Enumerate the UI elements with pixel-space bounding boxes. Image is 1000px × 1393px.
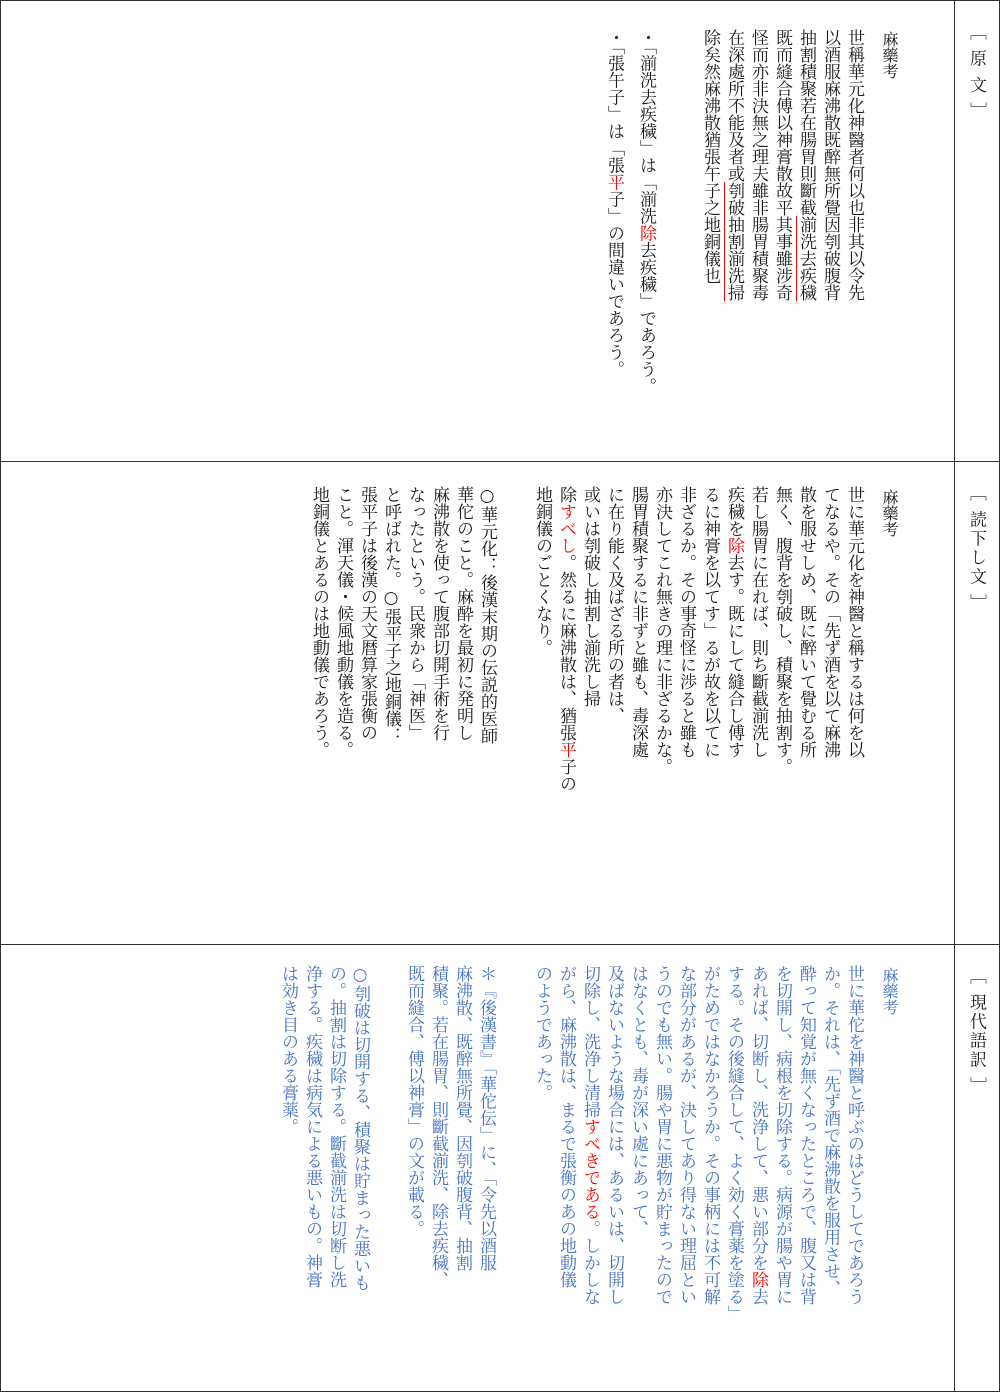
original-line: 既而縫合傅以神膏散故平其事雖涉奇: [772, 29, 792, 301]
original-line-text: 抽割積聚若在腸胃則斷截: [796, 29, 816, 216]
modern-note: 既而縫合、傅以神膏」の文が載る。: [404, 965, 424, 1237]
note-text: ・「湔洗去疾穢」は「湔洗: [636, 29, 656, 225]
reading-line: 非ざるか。その事奇怪に渉ると雖も: [676, 486, 696, 758]
modern-note: 積聚。若在腸胃、則斷截湔洗、除去疾穢、: [428, 965, 448, 1288]
reading-line: 地銅儀のごとくなり。: [532, 486, 552, 656]
reading-note: なったという。民衆から「神医」: [405, 486, 425, 741]
original-note: [602, 29, 626, 378]
reading-note: ○華元化：後漢末期の伝説的医師: [477, 486, 497, 744]
modern-note: 麻沸散、既醉無所覺、因刳破腹背、抽割: [452, 965, 472, 1271]
modern-label: ［ 現代語訳 ］: [966, 967, 986, 1096]
reading-section: [0, 462, 1000, 945]
modern-title: 麻藥考: [880, 967, 899, 1015]
reading-header: [954, 462, 999, 944]
original-label: ［ 原 文 ］: [966, 23, 986, 122]
modern-line: か。それは、「先ず酒で麻沸散を服用させ、: [820, 965, 840, 1297]
original-line: 世稱華元化神醫者何以也非其以令先: [844, 29, 864, 301]
reading-line: 無く、腹背を刳破し、積聚を抽割す。: [772, 486, 792, 775]
note-text: 子」の間違いであろう。: [604, 190, 624, 378]
note-highlight: 平: [604, 173, 624, 191]
modern-line: する。その後縫合して、よく効く膏薬を塗る」: [724, 965, 744, 1322]
line-highlight: 除: [748, 1271, 768, 1288]
original-line: [746, 29, 770, 301]
modern-line: うのでも無い。腸や胃に悪物が貯まったので: [652, 965, 672, 1305]
modern-note: は効き目のある膏薬。: [278, 965, 298, 1135]
line-highlight: すべきである: [580, 1118, 600, 1220]
reading-note: と呼ばれた。○張平子之地銅儀：: [381, 486, 401, 744]
reading-note: 麻沸散を使って腹部切開手術を行: [429, 486, 449, 741]
reading-body: [1, 462, 953, 944]
modern-line: な部分があるが、決してあり得ない理屈とい: [676, 965, 696, 1305]
reading-title: 麻藥考: [880, 489, 899, 537]
modern-note: 浄する。疾穢は病気による悪いもの。神膏: [302, 965, 322, 1288]
line-highlight: 除: [724, 537, 744, 554]
note-text: 去疾穢」であろう。: [636, 241, 656, 395]
modern-body: [1, 945, 953, 1391]
reading-line: るに神膏を以てす」るが故を以てに: [700, 486, 720, 758]
modern-section: [0, 945, 1000, 1392]
reading-line: てなるや。その「先ず酒を以て麻沸: [820, 486, 840, 758]
reading-note: 張平子は後漢の天文暦算家張衡の: [357, 486, 377, 741]
original-title: 麻藥考: [880, 31, 899, 79]
original-line: [794, 29, 818, 301]
reading-line: [554, 486, 578, 792]
line-highlight: 平: [556, 741, 576, 758]
original-underlined-text: 刳破抽割湔洗掃: [724, 182, 744, 301]
reading-line: 世に華元化を神醫と稱するは何を以: [844, 486, 864, 758]
reading-line: 若し腸胃に在れば、則ち斷截湔洗し: [748, 486, 768, 758]
modern-line: 世に華佗を神醫と呼ぶのはどうしてであろう: [844, 965, 864, 1305]
reading-line: 腸胃積聚するに非ずと雖も、毒深處: [628, 486, 648, 758]
original-body: [1, 1, 953, 461]
modern-line: 及ばないような場合には、あるいは、切開し: [604, 965, 624, 1305]
reading-note: こと。渾天儀・候風地動儀を造る。: [333, 486, 353, 758]
modern-line: を切開し、病根を切除する。病源が腸や胃に: [772, 965, 792, 1305]
modern-line: はなくとも、毒が深い處にあって、: [628, 965, 648, 1237]
line-text: 去す。既にして縫合し傅す: [724, 554, 744, 758]
reading-line: 散を服せしめ、既に醉いて覺むる所: [796, 486, 816, 758]
original-line-text: 在深處所不能及者或: [724, 29, 744, 182]
original-note: [634, 29, 658, 395]
line-highlight: すべし: [556, 503, 576, 554]
reading-note: 華佗のこと。麻酔を最初に発明し: [453, 486, 473, 741]
modern-line: [578, 965, 602, 1305]
original-header: [954, 1, 999, 461]
modern-line: がら、麻沸散は、まるで張衡のあの地動儀: [556, 965, 576, 1288]
reading-line: 或いは刳破し抽割し湔洗し掃: [580, 486, 600, 707]
original-line: 以酒服麻沸散既醉無所覺因刳破腹背: [820, 29, 840, 301]
line-text: 除: [556, 486, 576, 503]
line-text: 子の: [556, 758, 576, 792]
line-text: 疾穢を: [724, 486, 744, 537]
note-text: ・「張午子」は「張: [604, 29, 624, 174]
reading-line: [722, 486, 746, 758]
reading-note: 地銅儀とあるのは地動儀であろう。: [309, 486, 329, 758]
modern-line: のようであった。: [532, 965, 552, 1101]
original-underlined-text: 湔洗去疾穢: [796, 216, 816, 301]
reading-line: に在り能く及ばざる所の者は、: [604, 486, 624, 724]
modern-line: がためではなかろうか。その事柄には不可解: [700, 965, 720, 1305]
line-text: 。然るに麻沸散は、猶張: [556, 554, 576, 741]
line-text: 去: [748, 1288, 768, 1305]
original-line: 除矣然麻沸散猶張午子之地銅儀也: [700, 29, 720, 284]
modern-header: [954, 945, 999, 1391]
line-text: 切除し、洗浄し清掃: [580, 965, 600, 1118]
modern-note: ○刳破は切開する、積聚は貯まった悪いも: [350, 965, 370, 1291]
line-text: 。しかしな: [580, 1220, 600, 1305]
original-section: [0, 0, 1000, 462]
line-text: あれば、切断し、洗浄して、悪い部分を: [748, 965, 768, 1271]
modern-note: ＊『後漢書』「華佗伝」に、「令先以酒服: [476, 965, 496, 1271]
note-highlight: 除: [636, 224, 656, 242]
original-line-text: 怪而亦非決無之理夫雖非腸胃積聚毒: [748, 29, 768, 301]
reading-line: 亦決してこれ無きの理に非ざるかな。: [652, 486, 672, 775]
modern-line: 酔って知覚が無くなったところで、腹又は背: [796, 965, 816, 1305]
modern-note: の。抽割は切除する。斷截湔洗は切断し洗: [326, 965, 346, 1288]
original-line: [722, 29, 746, 301]
modern-line: [746, 965, 770, 1305]
reading-label: ［ 読下し文 ］: [966, 484, 986, 613]
